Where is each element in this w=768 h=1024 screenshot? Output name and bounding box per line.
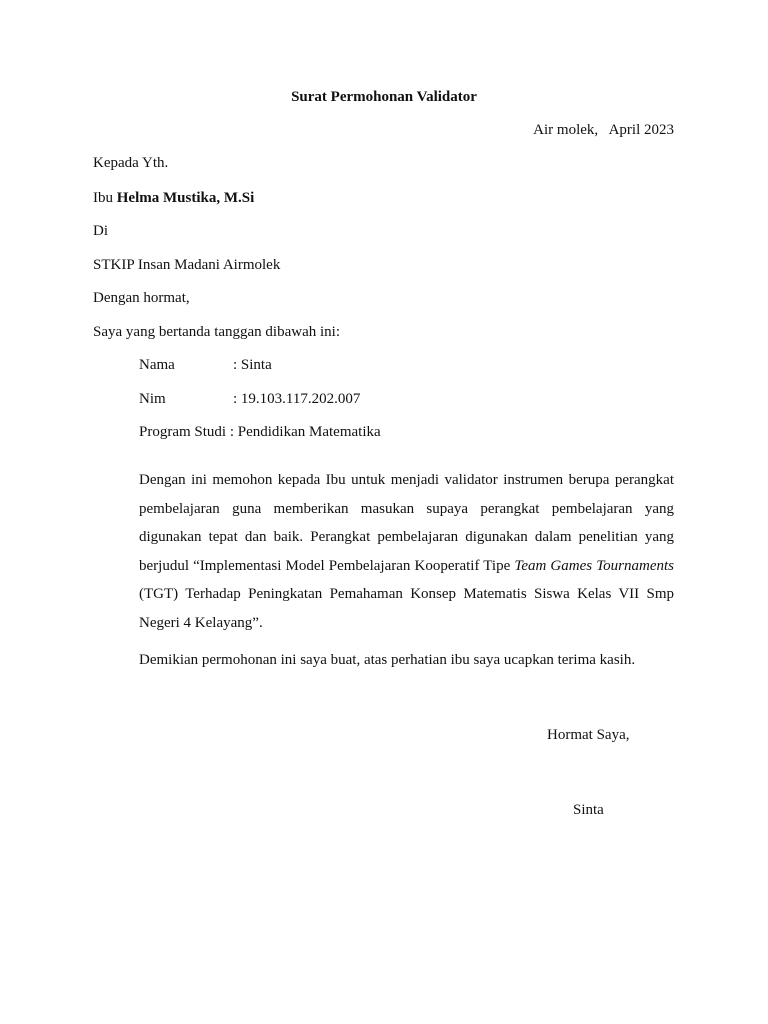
greeting: Dengan hormat, (93, 290, 190, 306)
body-text-2: (TGT) Terhadap Peningkatan Pemahaman Konsep Matematis Siswa Kelas VII Smp Negeri 4 Kelayang”. (139, 586, 674, 631)
recipient-salutation: Kepada Yth. (93, 155, 169, 171)
field-value: : Sinta (233, 357, 272, 373)
intro-line: Saya yang bertanda tanggan dibawah ini: (93, 324, 341, 340)
recipient-prefix: Ibu (93, 190, 117, 206)
closing-phrase: Hormat Saya, (547, 727, 630, 743)
place-date: Air molek, April 2023 (533, 122, 674, 138)
recipient-name-line (93, 189, 254, 207)
recipient-institution: STKIP Insan Madani Airmolek (93, 257, 281, 273)
field-label: Program Studi (139, 424, 227, 440)
body-paragraph (139, 466, 674, 638)
field-label-inline (139, 423, 381, 441)
body-text-1: Dengan ini memohon kepada Ibu untuk menjadi validator instrumen berupa perangkat pembelajaran guna memberikan masukan supaya perangkat pembelajaran yang digunakan tepat dan baik. Perangkat pembelajaran digunakan dalam penelitian yang berjudul “Implementasi Model Pembelajaran Kooperatif Tipe (139, 472, 674, 574)
field-value: : Pendidikan Matematika (229, 424, 381, 440)
letter-title: Surat Permohonan Validator (291, 89, 477, 105)
recipient-name: Helma Mustika, M.Si (116, 190, 255, 206)
signer-name: Sinta (573, 802, 604, 818)
field-label: Nama (139, 357, 175, 373)
field-value: : 19.103.117.202.007 (233, 391, 361, 407)
closing-paragraph: Demikian permohonan ini saya buat, atas perhatian ibu saya ucapkan terima kasih. (139, 652, 636, 668)
body-italic-title: Team Games Tournaments (514, 557, 674, 574)
recipient-at: Di (93, 223, 108, 239)
field-label: Nim (139, 391, 166, 407)
